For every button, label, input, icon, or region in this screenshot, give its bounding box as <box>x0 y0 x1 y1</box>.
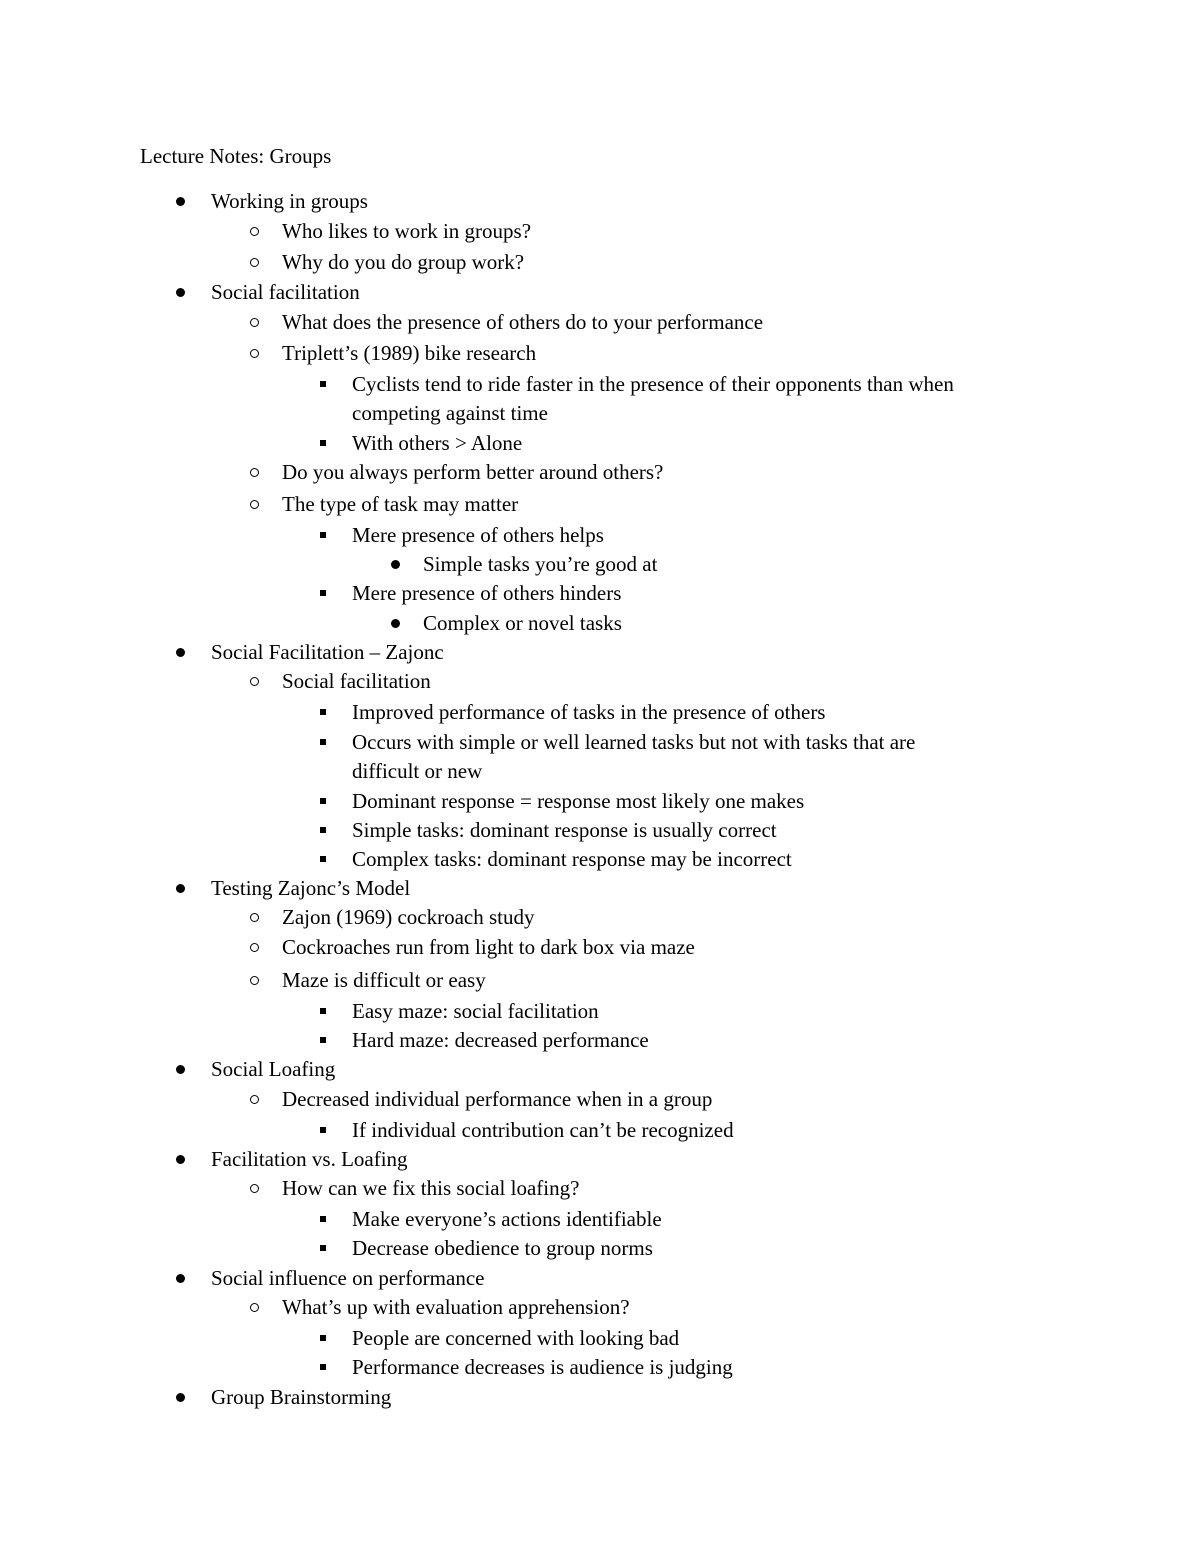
bullet-circle-icon <box>250 677 259 686</box>
bullet-square-icon <box>320 532 326 538</box>
bullet-circle-icon <box>250 976 259 985</box>
outline-item-level-2: Mere presence of others helps <box>352 523 604 547</box>
bullet-circle-icon <box>250 913 259 922</box>
outline-item-level-2: People are concerned with looking bad <box>352 1326 680 1350</box>
bullet-disc-icon <box>391 560 400 569</box>
outline-item-level-1: Cockroaches run from light to dark box via maze <box>282 935 695 959</box>
outline-item-level-0: Social Facilitation – Zajonc <box>211 640 444 664</box>
outline-item-level-2: Make everyone’s actions identifiable <box>352 1207 662 1231</box>
bullet-square-icon <box>320 1127 326 1133</box>
bullet-square-icon <box>320 1364 326 1370</box>
bullet-disc-icon <box>391 619 400 628</box>
outline-item-level-3: Complex or novel tasks <box>423 611 622 635</box>
outline-item-level-1: What does the presence of others do to your performance <box>282 310 764 334</box>
outline-item-level-2: Easy maze: social facilitation <box>352 999 599 1023</box>
bullet-disc-icon <box>176 1274 185 1283</box>
outline-item-level-1: Do you always perform better around others? <box>282 460 664 484</box>
outline-item-level-2: If individual contribution can’t be recognized <box>352 1118 734 1142</box>
outline-item-level-0: Social influence on performance <box>211 1266 485 1290</box>
outline-item-continuation: competing against time <box>352 401 548 425</box>
bullet-circle-icon <box>250 349 259 358</box>
outline-item-level-2: Dominant response = response most likely one makes <box>352 789 805 813</box>
bullet-square-icon <box>320 1335 326 1341</box>
outline-item-level-0: Facilitation vs. Loafing <box>211 1147 408 1171</box>
bullet-disc-icon <box>176 1393 185 1402</box>
outline-item-level-0: Group Brainstorming <box>211 1385 392 1409</box>
bullet-circle-icon <box>250 227 259 236</box>
outline-item-level-2: Improved performance of tasks in the presence of others <box>352 700 826 724</box>
bullet-square-icon <box>320 381 326 387</box>
bullet-square-icon <box>320 1008 326 1014</box>
bullet-circle-icon <box>250 500 259 509</box>
bullet-square-icon <box>320 1216 326 1222</box>
bullet-disc-icon <box>176 197 185 206</box>
bullet-square-icon <box>320 856 326 862</box>
bullet-square-icon <box>320 739 326 745</box>
bullet-disc-icon <box>176 288 185 297</box>
outline-item-level-1: Social facilitation <box>282 669 431 693</box>
outline-item-level-0: Social facilitation <box>211 280 360 304</box>
outline-item-level-1: Decreased individual performance when in a group <box>282 1087 713 1111</box>
outline-item-level-3: Simple tasks you’re good at <box>423 552 658 576</box>
outline-item-level-2: With others > Alone <box>352 431 523 455</box>
bullet-disc-icon <box>176 1065 185 1074</box>
outline-item-level-0: Social Loafing <box>211 1057 336 1081</box>
bullet-square-icon <box>320 440 326 446</box>
bullet-circle-icon <box>250 318 259 327</box>
bullet-disc-icon <box>176 648 185 657</box>
document-title: Lecture Notes: Groups <box>140 144 332 168</box>
bullet-square-icon <box>320 590 326 596</box>
bullet-square-icon <box>320 827 326 833</box>
outline-item-continuation: difficult or new <box>352 759 483 783</box>
bullet-circle-icon <box>250 1095 259 1104</box>
bullet-square-icon <box>320 798 326 804</box>
bullet-disc-icon <box>176 1155 185 1164</box>
outline-item-level-0: Working in groups <box>211 189 368 213</box>
outline-item-level-2: Hard maze: decreased performance <box>352 1028 649 1052</box>
outline-item-level-2: Mere presence of others hinders <box>352 581 622 605</box>
bullet-disc-icon <box>176 884 185 893</box>
outline-item-level-2: Decrease obedience to group norms <box>352 1236 653 1260</box>
outline-item-level-1: Maze is difficult or easy <box>282 968 486 992</box>
bullet-square-icon <box>320 709 326 715</box>
outline-item-level-2: Performance decreases is audience is judging <box>352 1355 733 1379</box>
outline-item-level-1: Why do you do group work? <box>282 250 525 274</box>
outline-item-level-2: Occurs with simple or well learned tasks but not with tasks that are <box>352 730 916 754</box>
outline-item-level-2: Cyclists tend to ride faster in the presence of their opponents than when <box>352 372 954 396</box>
bullet-circle-icon <box>250 468 259 477</box>
bullet-square-icon <box>320 1037 326 1043</box>
outline-item-level-1: The type of task may matter <box>282 492 519 516</box>
bullet-circle-icon <box>250 258 259 267</box>
outline-item-level-1: Who likes to work in groups? <box>282 219 532 243</box>
outline-item-level-2: Complex tasks: dominant response may be incorrect <box>352 847 792 871</box>
outline-item-level-0: Testing Zajonc’s Model <box>211 876 411 900</box>
outline-item-level-1: Zajon (1969) cockroach study <box>282 905 535 929</box>
bullet-square-icon <box>320 1245 326 1251</box>
outline-item-level-1: Triplett’s (1989) bike research <box>282 341 537 365</box>
bullet-circle-icon <box>250 1184 259 1193</box>
bullet-circle-icon <box>250 1303 259 1312</box>
outline-item-level-1: What’s up with evaluation apprehension? <box>282 1295 630 1319</box>
bullet-circle-icon <box>250 943 259 952</box>
outline-item-level-2: Simple tasks: dominant response is usually correct <box>352 818 777 842</box>
outline-item-level-1: How can we fix this social loafing? <box>282 1176 580 1200</box>
